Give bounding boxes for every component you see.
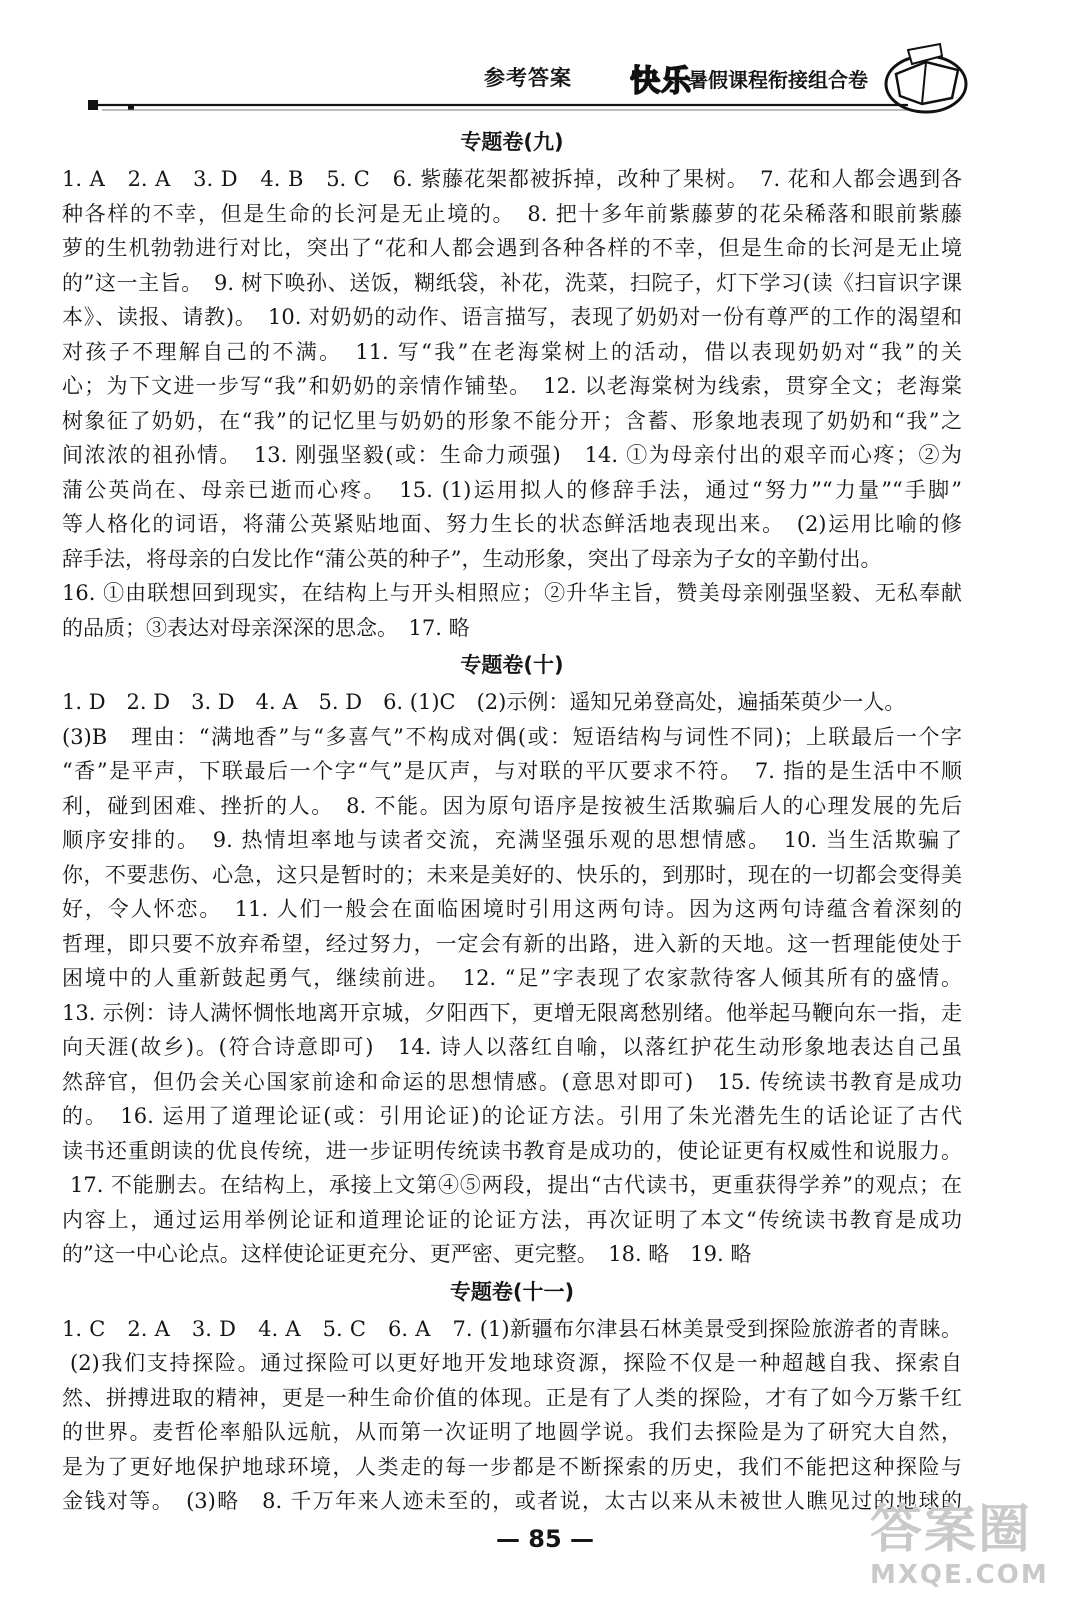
section-title: 专题卷(十一) [449, 1279, 575, 1304]
answer-line: 的”这一主旨。 9. 树下唤孙、送饭，糊纸袋，补花，洗菜，扫院子，灯下学习(读《扫盲识字课 [62, 270, 962, 295]
answer-line: 间浓浓的祖孙情。 13. 刚强坚毅(或：生命力顽强) 14. ①为母亲付出的艰辛而心疼；②为 [62, 443, 962, 467]
header-brand: 快乐 [630, 64, 692, 99]
answer-line: 好，令人怀恋。 11. 人们一般会在面临困境时引用这两句诗。因为这两句诗蕴含着深刻的 [62, 897, 962, 921]
answer-line: 对孩子不理解自己的不满。 11. 写“我”在老海棠树上的活动，借以表现奶奶对“我”的关 [62, 339, 962, 364]
section-title: 专题卷(十) [460, 653, 564, 677]
answer-line: 1. D 2. D 3. D 4. A 5. D 6. (1)C (2)示例：遥知兄弟登高处，遍插茱萸少一人。 [62, 690, 906, 714]
answer-line: 树象征了奶奶，在“我”的记忆里与奶奶的形象不能分开；含蓄、形象地表现了奶奶和“我”之 [62, 408, 962, 433]
answer-line: 利，碰到困难、挫折的人。 8. 不能。因为原句语序是按被生活欺骗后人的心理发展的先后 [62, 793, 962, 818]
answer-line: 内容上，通过运用举例论证和道理论证的论证方法，再次证明了本文“传统读书教育是成功 [62, 1207, 962, 1232]
answer-line: 等人格化的词语，将蒲公英紧贴地面、努力生长的状态鲜活地表现出来。 (2)运用比喻的修 [62, 512, 962, 536]
answer-line: 种各样的不幸，但是生命的长河是无止境的。 8. 把十多年前紫藤萝的花朵稀落和眼前紫藤 [62, 201, 962, 226]
site-watermark [870, 1500, 1055, 1590]
header-reference-label: 参考答案 [484, 66, 572, 90]
answer-line: 是为了更好地保护地球环境，人类走的每一步都是不断探索的历史，我们不能把这种探险与 [62, 1454, 962, 1479]
page-header [0, 0, 1090, 118]
answer-line: 顺序安排的。 9. 热情坦率地与读者交流，充满坚强乐观的思想情感。 10. 当生活欺骗了 [62, 828, 962, 852]
answer-line: 心；为下文进一步写“我”和奶奶的亲情作铺垫。 12. 以老海棠树为线索，贯穿全文；老海棠 [62, 374, 962, 398]
answer-line: 向天涯(故乡)。(符合诗意即可) 14. 诗人以落红自喻，以落红护花生动形象地表达自己虽 [62, 1035, 962, 1059]
header-subtitle: 暑假课程衔接组合卷 [688, 68, 868, 92]
answer-line: 13. 示例：诗人满怀惆怅地离开京城，夕阳西下，更增无限离愁别绪。他举起马鞭向东一指，走 [62, 1000, 962, 1025]
answer-line: 金钱对等。 (3)略 8. 千万年来人迹未至的，或者说，太古以来从未被世人瞧见过的地球的 [62, 1489, 962, 1513]
section-10 [62, 645, 962, 1272]
book-logo-icon [882, 40, 972, 116]
answer-line: 读书还重朗读的优良传统，进一步证明传统读书教育是成功的，使论证更有权威性和说服力。 [62, 1138, 962, 1163]
watermark-text-en: MXQE.COM [870, 1560, 1049, 1590]
answer-line: 1. A 2. A 3. D 4. B 5. C 6. 紫藤花架都被拆掉，改种了果树。 7. 花和人都会遇到各 [62, 167, 962, 191]
answer-line: 萝的生机勃勃进行对比，突出了“花和人都会遇到各种各样的不幸，但是生命的长河是无止境 [62, 236, 962, 260]
answer-line: 1. C 2. A 3. D 4. A 5. C 6. A 7. (1)新疆布尔津县石林美景受到探险旅游者的青睐。 [62, 1316, 962, 1341]
answer-line: (2)我们支持探险。通过探险可以更好地开发地球资源，探险不仅是一种超越自我、探索自 [70, 1351, 962, 1375]
answer-line: 然辞官，但仍会关心国家前途和命运的思想情感。(意思对即可) 15. 传统读书教育是成功 [62, 1069, 962, 1094]
section-11 [62, 1272, 962, 1519]
answer-line: 困境中的人重新鼓起勇气，继续前进。 12. “足”字表现了农家款待客人倾其所有的盛情。 [62, 966, 962, 990]
answer-line: 的”这一中心论点。这样使论证更充分、更严密、更完整。 18. 略 19. 略 [62, 1242, 752, 1266]
answer-line: “香”是平声，下联最后一个字“气”是仄声，与对联的平仄要求不符。 7. 指的是生活中不顺 [62, 759, 962, 783]
answer-line: 辞手法，将母亲的白发比作“蒲公英的种子”，生动形象，突出了母亲为子女的辛勤付出。 [62, 546, 882, 571]
answer-line: 然、拼搏进取的精神，更是一种生命价值的体现。正是有了人类的探险，才有了如今万紫千红 [62, 1385, 962, 1410]
answer-line: (3)B 理由：“满地香”与“多喜气”不构成对偶(或：短语结构与词性不同)；上联最后一个字 [62, 724, 962, 749]
answer-line: 的世界。麦哲伦率船队远航，从而第一次证明了地圆学说。我们去探险是为了研究大自然， [62, 1420, 962, 1444]
answer-line: 的品质；③表达对母亲深深的思念。 17. 略 [62, 615, 470, 640]
answer-line: 你，不要悲伤、心急，这只是暂时的；未来是美好的、快乐的，到那时，现在的一切都会变得美 [62, 862, 962, 887]
answer-line: 17. 不能删去。在结构上，承接上文第④⑤两段，提出“古代读书，更重获得学养”的观点；在 [70, 1173, 962, 1197]
header-rule [88, 98, 908, 112]
watermark-text-cn: 答案圈 [870, 1500, 1033, 1560]
answer-content [62, 122, 962, 1519]
answer-line: 本》、读报、请教)。 10. 对奶奶的动作、语言描写，表现了奶奶对一份有尊严的工作的渴望和 [62, 305, 962, 329]
section-9 [62, 122, 962, 645]
answer-line: 蒲公英尚在、母亲已逝而心疼。 15. (1)运用拟人的修辞手法，通过“努力”“力量”“手脚” [62, 477, 962, 502]
answer-line: 哲理，即只要不放弃希望，经过努力，一定会有新的出路，进入新的天地。这一哲理能使处于 [62, 931, 962, 956]
answer-line: 16. ①由联想回到现实，在结构上与开头相照应；②升华主旨，赞美母亲刚强坚毅、无私奉献 [62, 581, 962, 605]
answer-line: 的。 16. 运用了道理论证(或：引用论证)的论证方法。引用了朱光潜先生的话论证了古代 [62, 1104, 962, 1128]
section-title: 专题卷(九) [460, 130, 564, 154]
page-number: — 85 — [495, 1525, 595, 1553]
